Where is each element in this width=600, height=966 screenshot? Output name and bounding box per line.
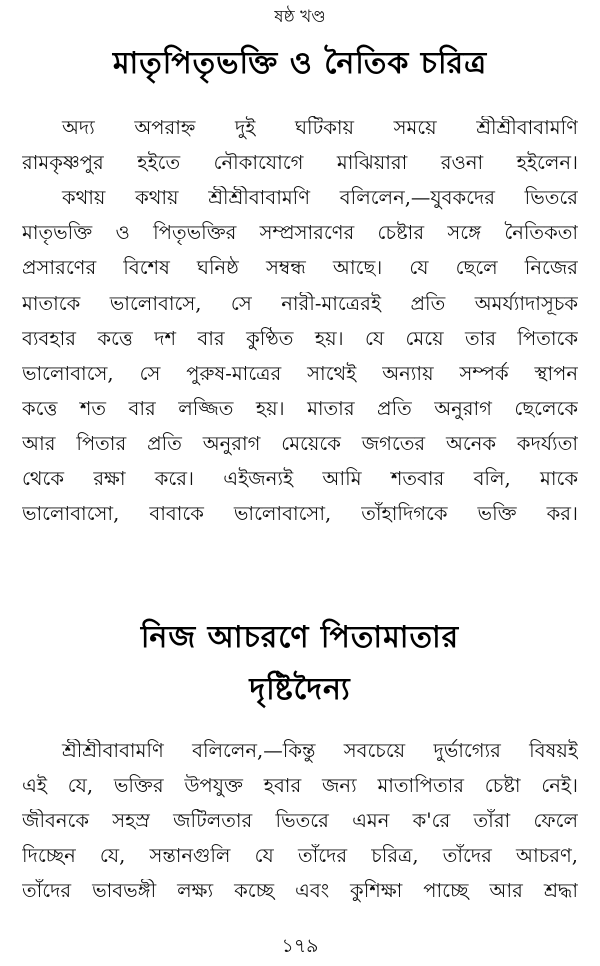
section-heading-2-line-1: নিজ আচরণে পিতামাতার [140, 620, 460, 655]
running-head: ষষ্ঠ খণ্ড [274, 7, 326, 27]
paragraph-line: মাতৃভক্তি ও পিতৃভক্তির সম্প্রসারণের চেষ্টার সঙ্গে নৈতিকতা [22, 221, 578, 244]
paragraph-line: থেকে রক্ষা করে। এইজন্যই আমি শতবার বলি, মাকে [22, 467, 578, 490]
paragraph-line: কথায় কথায় শ্রীশ্রীবাবামণি বলিলেন,—যুবকদের ভিতরে [62, 186, 578, 209]
paragraph-line: প্রসারণের বিশেষ ঘনিষ্ঠ সম্বন্ধ আছে। যে ছেলে নিজের [22, 256, 578, 279]
paragraph-line: কত্তে শত বার লজ্জিত হয়। মাতার প্রতি অনুরাগ ছেলেকে [22, 397, 578, 420]
section-heading-2-line-2: দৃষ্টিদৈন্য [249, 672, 351, 707]
section-heading-1: মাতৃপিতৃভক্তি ও নৈতিক চরিত্র [112, 46, 488, 81]
paragraph-line: ব্যবহার কত্তে দশ বার কুণ্ঠিত হয়। যে মেয়ে তার পিতাকে [22, 327, 578, 350]
paragraph-line: তাঁদের ভাবভঙ্গী লক্ষ্য কচ্ছে এবং কুশিক্ষা পাচ্ছে আর শ্রদ্ধা [22, 879, 578, 902]
page-number: ১৭৯ [281, 935, 319, 957]
paragraph-line: ভালোবাসো, বাবাকে ভালোবাসো, তাঁহাদিগকে ভক্তি কর। [22, 502, 578, 525]
paragraph-line: দিচ্ছেন যে, সন্তানগুলি যে তাঁদের চরিত্র, তাঁদের আচরণ, [22, 844, 578, 867]
paragraph-line: অদ্য অপরাহ্ন দুই ঘটিকায় সময়ে শ্রীশ্রীবাবামণি [62, 116, 578, 139]
paragraph-line: রামকৃষ্ণপুর হইতে নৌকাযোগে মাঝিয়ারা রওনা হইলেন। [22, 151, 578, 174]
paragraph-line: আর পিতার প্রতি অনুরাগ মেয়েকে জগতের অনেক কদর্য্যতা [22, 432, 578, 455]
paragraph-line: জীবনকে সহস্র জটিলতার ভিতরে এমন ক'রে তাঁরা ফেলে [22, 809, 578, 832]
paragraph-line: শ্রীশ্রীবাবামণি বলিলেন,—কিন্তু সবচেয়ে দুর্ভাগ্যের বিষয়ই [62, 739, 578, 762]
paragraph-line: ভালোবাসে, সে পুরুষ-মাত্রের সাথেই অন্যায় সম্পর্ক স্থাপন [22, 362, 578, 385]
section-heading-2 [22, 612, 578, 716]
paragraph-line: মাতাকে ভালোবাসে, সে নারী-মাত্রেরই প্রতি অমর্য্যাদাসূচক [22, 292, 578, 315]
paragraph-line: এই যে, ভক্তির উপযুক্ত হবার জন্য মাতাপিতার চেষ্টা নেই। [22, 774, 578, 797]
